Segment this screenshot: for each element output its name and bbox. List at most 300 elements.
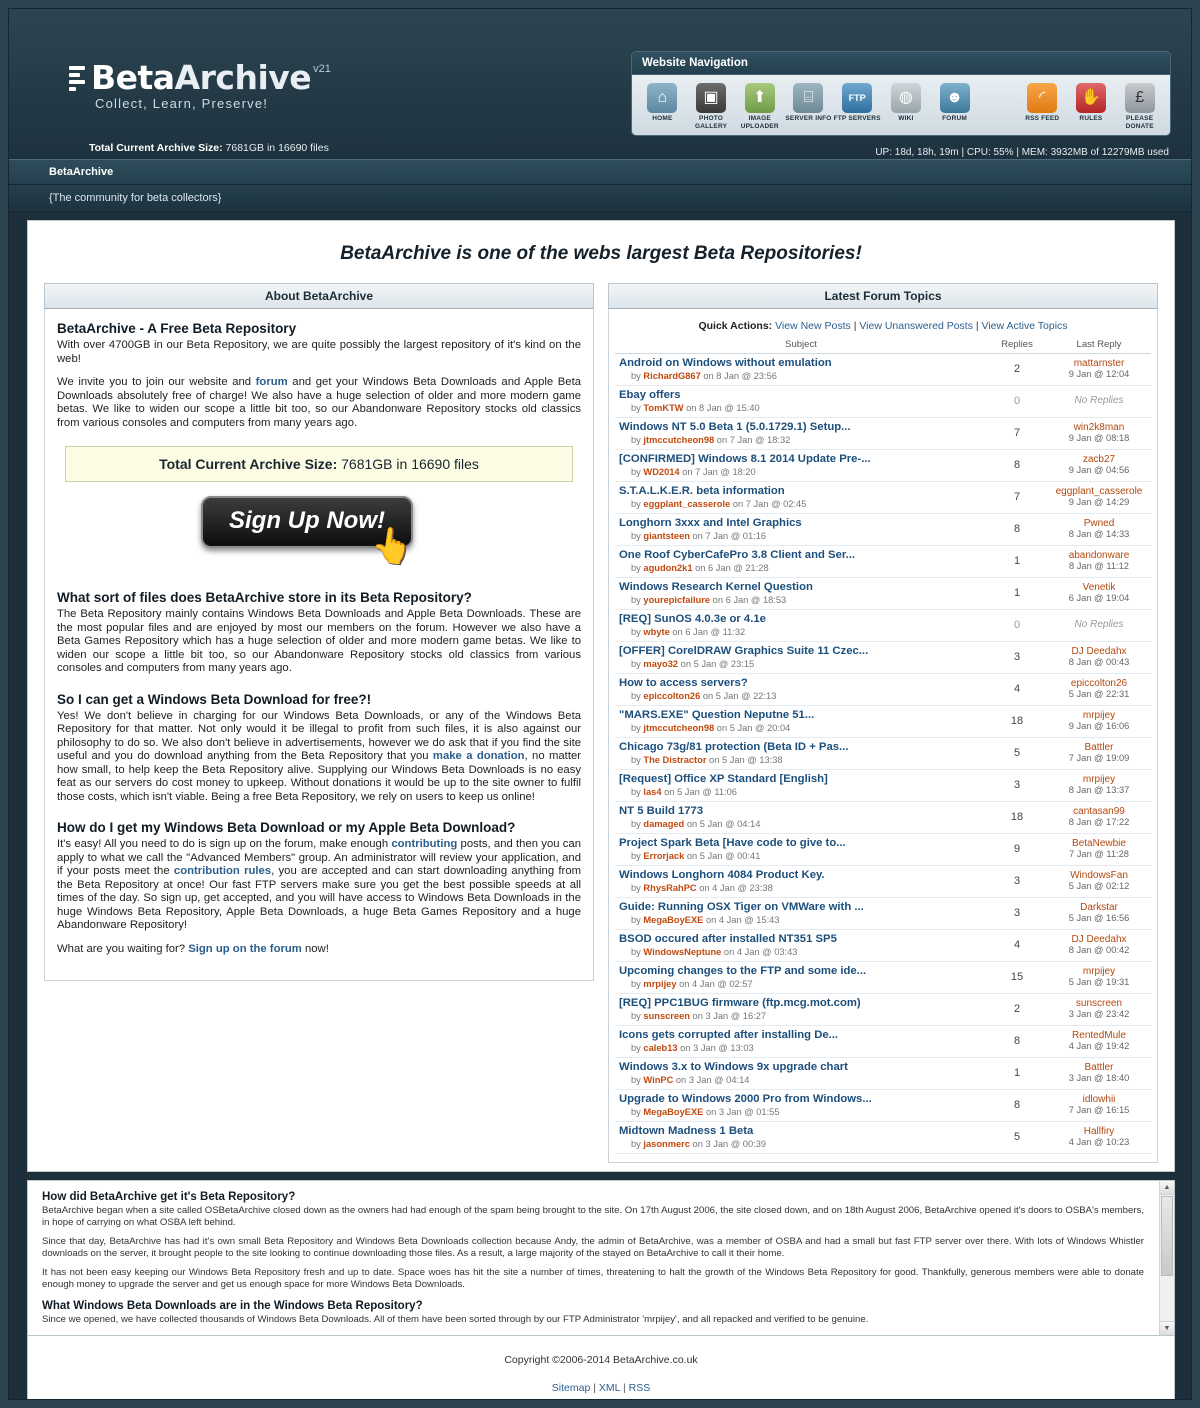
vertical-scrollbar[interactable] (1159, 1181, 1174, 1335)
table-row[interactable] (615, 994, 1151, 1026)
topic-posted-date: on 6 Jan @ 18:53 (712, 595, 787, 605)
topic-last-reply-cell (1047, 738, 1151, 770)
by-label: by (631, 531, 641, 541)
hand-cursor-icon: 👆 (368, 524, 416, 568)
last-reply-user[interactable]: Battler (1084, 741, 1114, 753)
topic-meta (619, 371, 983, 381)
topic-last-reply-cell (1047, 770, 1151, 802)
by-label: by (631, 1011, 641, 1021)
about-p6-a: What are you waiting for? (57, 942, 189, 955)
view-active-topics-link[interactable]: View Active Topics (981, 320, 1068, 332)
last-reply-user[interactable]: win2k8man (1073, 421, 1125, 433)
table-row[interactable] (615, 354, 1151, 386)
topic-title-link[interactable]: [Request] Office XP Standard [English] (619, 773, 828, 785)
server-icon: ⌸ (793, 83, 823, 113)
header-archive-size (89, 142, 329, 154)
last-reply-user[interactable]: cantasan99 (1073, 805, 1125, 817)
last-reply-date: 8 Jan @ 17:22 (1068, 817, 1130, 827)
about-p6-b: now! (301, 942, 329, 955)
topic-author-link[interactable]: Errorjack (643, 851, 685, 861)
last-reply-date: 4 Jan @ 19:42 (1068, 1041, 1130, 1051)
topic-author-link[interactable]: mayo32 (643, 659, 679, 669)
topic-last-reply-cell (1047, 706, 1151, 738)
nav-label-forum: FORUM (942, 115, 967, 122)
nav-item-image-uploader[interactable] (735, 81, 784, 131)
topic-title-link[interactable]: "MARS.EXE" Question Neputne 51... (619, 709, 815, 721)
table-row[interactable] (615, 610, 1151, 642)
topic-replies-count: 7 (987, 482, 1047, 514)
topic-posted-date: on 5 Jan @ 23:15 (680, 659, 755, 669)
topic-posted-date: on 6 Jan @ 21:28 (695, 563, 769, 573)
last-reply-date: 7 Jan @ 16:15 (1068, 1105, 1130, 1115)
topic-author-link[interactable]: jasonmerc (643, 1139, 690, 1149)
logo-tagline: Collect, Learn, Preserve! (95, 96, 269, 111)
topic-posted-date: on 8 Jan @ 15:40 (686, 403, 760, 413)
table-row[interactable] (615, 962, 1151, 994)
logo-archive-text: Archive (174, 58, 312, 97)
last-reply-user[interactable]: epiccolton26 (1070, 677, 1128, 689)
table-row[interactable] (615, 450, 1151, 482)
topic-last-reply-cell (1047, 834, 1151, 866)
by-label: by (631, 787, 641, 797)
about-panel-title: About BetaArchive (44, 283, 594, 309)
last-reply-user[interactable]: RentedMule (1072, 1029, 1126, 1041)
nav-item-forum[interactable] (930, 81, 979, 131)
last-reply-date: 8 Jan @ 00:42 (1068, 945, 1130, 955)
topic-author-link[interactable]: MegaBoyEXE (643, 915, 704, 925)
topic-subject-cell (615, 1026, 987, 1058)
by-label: by (631, 947, 641, 957)
last-reply-user[interactable]: mattarnster (1073, 357, 1125, 369)
last-reply-date: 3 Jan @ 23:42 (1068, 1009, 1130, 1019)
table-row[interactable] (615, 578, 1151, 610)
topic-replies-count: 8 (987, 1026, 1047, 1058)
nav-label-photo-gallery: PHOTO GALLERY (694, 115, 728, 130)
topic-last-reply-cell (1047, 1090, 1151, 1122)
last-reply-user[interactable]: Darkstar (1080, 901, 1118, 913)
topic-author-link[interactable]: WindowsNeptune (643, 947, 722, 957)
topic-meta (619, 659, 983, 669)
table-row[interactable] (615, 482, 1151, 514)
nav-item-ftp-servers[interactable] (833, 81, 882, 131)
nav-label-ftp-servers: FTP SERVERS (833, 115, 881, 122)
topic-posted-date: on 5 Jan @ 22:13 (702, 691, 777, 701)
last-reply-date: 9 Jan @ 08:18 (1068, 433, 1130, 443)
table-row[interactable] (615, 642, 1151, 674)
topic-author-link[interactable]: yourepicfailure (643, 595, 711, 605)
last-reply-user[interactable]: Battler (1084, 1061, 1114, 1073)
about-panel-body (44, 309, 594, 981)
copyright-text: Copyright ©2006-2014 BetaArchive.co.uk (504, 1354, 698, 1366)
last-reply-date: 8 Jan @ 13:37 (1068, 785, 1130, 795)
topic-replies-count: 8 (987, 450, 1047, 482)
topic-title-link[interactable]: NT 5 Build 1773 (619, 805, 704, 817)
topic-meta (619, 563, 983, 573)
quick-actions-label: Quick Actions: (698, 320, 773, 332)
topic-posted-date: on 3 Jan @ 16:27 (692, 1011, 767, 1021)
table-row[interactable] (615, 514, 1151, 546)
breadcrumb[interactable]: BetaArchive (9, 159, 1191, 185)
topic-replies-count: 3 (987, 866, 1047, 898)
topic-posted-date: on 5 Jan @ 13:38 (709, 755, 783, 765)
topic-title-link[interactable]: S.T.A.L.K.E.R. beta information (619, 485, 785, 497)
scrollbar-thumb[interactable] (1161, 1196, 1173, 1276)
topic-author-link[interactable]: las4 (643, 787, 662, 797)
forum-column (608, 283, 1158, 1163)
topic-meta (619, 531, 983, 541)
topic-title-link[interactable]: Upcoming changes to the FTP and some ide... (619, 965, 867, 977)
topic-meta (619, 691, 983, 701)
last-reply-date: 9 Jan @ 16:06 (1068, 721, 1130, 731)
about-paragraph-3: The Beta Repository mainly contains Windows Beta Downloads and Apple Beta Downloads. These are the most popular files and are enjoyed by most our members on the forum. However we also have a Beta Games Repository which has a huge selection of older and more modern game betas. We like to widen our scope a little bit too, so our Abandonware Repository stocks old classics from various consoles and computers from many years ago. (57, 608, 581, 674)
nav-label-wiki: WIKI (898, 115, 914, 122)
table-row[interactable] (615, 546, 1151, 578)
topic-author-link[interactable]: wbyte (643, 627, 670, 637)
last-reply-user[interactable]: BetaNewbie (1072, 837, 1126, 849)
table-row[interactable] (615, 770, 1151, 802)
topic-last-reply-cell (1047, 546, 1151, 578)
last-reply-user[interactable]: idlowhii (1082, 1093, 1116, 1105)
topic-last-reply-cell (1047, 866, 1151, 898)
topic-author-link[interactable]: mrpijey (643, 979, 677, 989)
last-reply-date: 5 Jan @ 02:12 (1068, 881, 1130, 891)
rss-link[interactable]: RSS (628, 1382, 651, 1394)
topic-replies-count: 4 (987, 930, 1047, 962)
topic-title-link[interactable]: Ebay offers (619, 389, 681, 401)
last-reply-date: 3 Jan @ 18:40 (1068, 1073, 1130, 1083)
topic-posted-date: on 3 Jan @ 13:03 (680, 1043, 754, 1053)
rss-icon: ◜ (1027, 83, 1057, 113)
topic-title-link[interactable]: Chicago 73g/81 protection (Beta ID + Pas... (619, 741, 849, 753)
column-replies: Replies (987, 338, 1047, 354)
navigation-icon-row (632, 75, 1170, 135)
website-navigation-panel (631, 51, 1171, 136)
topic-title-link[interactable]: Windows Longhorn 4084 Product Key. (619, 869, 825, 881)
topic-author-link[interactable]: caleb13 (643, 1043, 678, 1053)
by-label: by (631, 499, 641, 509)
topic-replies-count: 18 (987, 706, 1047, 738)
topic-title-link[interactable]: One Roof CyberCafePro 3.8 Client and Ser... (619, 549, 856, 561)
last-reply-user[interactable]: mrpijey (1082, 965, 1116, 977)
last-reply-date: 5 Jan @ 22:31 (1068, 689, 1130, 699)
history-paragraph-3: It has not been easy keeping our Windows Beta Repository fresh and up to date. Space woes has hit the site a number of times, threatening to halt the growth of the Windows Beta Repository for good. Thankfully, generous members were able to donate enough money to upgrade the server and get us enough space for more Windows Beta Downloads. (42, 1267, 1144, 1290)
forum-panel-title: Latest Forum Topics (608, 283, 1158, 309)
topic-author-link[interactable]: WinPC (643, 1075, 674, 1085)
topic-title-link[interactable]: BSOD occured after installed NT351 SP5 (619, 933, 837, 945)
two-column-layout (28, 283, 1174, 1171)
topic-author-link[interactable]: eggplant_casserole (643, 499, 731, 509)
topic-meta (619, 851, 983, 861)
by-label: by (631, 403, 641, 413)
table-row[interactable] (615, 898, 1151, 930)
nav-item-home[interactable] (638, 81, 687, 131)
nav-item-wiki[interactable] (882, 81, 931, 131)
topic-subject-cell (615, 450, 987, 482)
topic-meta (619, 1107, 983, 1117)
nav-label-home: HOME (652, 115, 673, 122)
topic-last-reply-cell (1047, 962, 1151, 994)
topic-posted-date: on 7 Jan @ 18:20 (682, 467, 756, 477)
topic-posted-date: on 5 Jan @ 00:41 (686, 851, 761, 861)
topic-author-link[interactable]: agudon2k1 (643, 563, 693, 573)
topic-title-link[interactable]: [REQ] SunOS 4.0.3e or 4.1e (619, 613, 766, 625)
topic-posted-date: on 4 Jan @ 03:43 (723, 947, 798, 957)
topic-last-reply-cell (1047, 450, 1151, 482)
footer-links (28, 1382, 1174, 1394)
topic-last-reply-cell (1047, 642, 1151, 674)
table-row[interactable] (615, 1058, 1151, 1090)
topic-author-link[interactable]: RhysRahPC (643, 883, 697, 893)
topic-meta (619, 755, 983, 765)
site-frame (8, 8, 1192, 1400)
stop-hand-icon: ✋ (1076, 83, 1106, 113)
topic-title-link[interactable]: Longhorn 3xxx and Intel Graphics (619, 517, 802, 529)
nav-label-server-info: SERVER INFO (785, 115, 832, 122)
table-row[interactable] (615, 1026, 1151, 1058)
sitemap-link[interactable]: Sitemap (551, 1382, 591, 1394)
topic-last-reply-cell (1047, 898, 1151, 930)
about-p5-a: It's easy! All you need to do is sign up on the forum, make enough (57, 838, 392, 850)
column-last-reply: Last Reply (1047, 338, 1151, 354)
table-row[interactable] (615, 930, 1151, 962)
table-row[interactable] (615, 738, 1151, 770)
last-reply-user: No Replies (1074, 619, 1124, 631)
table-row[interactable] (615, 674, 1151, 706)
topic-posted-date: on 3 Jan @ 00:39 (692, 1139, 767, 1149)
by-label: by (631, 1139, 641, 1149)
topic-author-link[interactable]: giantsteen (643, 531, 690, 541)
table-row[interactable] (615, 834, 1151, 866)
last-reply-user[interactable]: Hallfiry (1083, 1125, 1115, 1137)
last-reply-user[interactable]: Pwned (1083, 517, 1115, 529)
last-reply-user[interactable]: abandonware (1068, 549, 1130, 561)
column-subject: Subject (615, 338, 987, 354)
logo-beta-text: Beta (91, 58, 175, 97)
by-label: by (631, 563, 641, 573)
table-header-row (615, 338, 1151, 354)
last-reply-date: 7 Jan @ 19:09 (1068, 753, 1130, 763)
topic-title-link[interactable]: [REQ] PPC1BUG firmware (ftp.mcg.mot.com) (619, 997, 861, 1009)
topic-title-link[interactable]: Project Spark Beta [Have code to give to... (619, 837, 846, 849)
table-row[interactable] (615, 386, 1151, 418)
scroll-down-arrow-icon[interactable]: ▼ (1160, 1321, 1174, 1335)
last-reply-date: 5 Jan @ 16:56 (1068, 913, 1130, 923)
last-reply-user: No Replies (1074, 395, 1124, 407)
footer-sep-1: | (590, 1382, 599, 1394)
sign-up-forum-link[interactable]: Sign up on the forum (188, 942, 302, 955)
by-label: by (631, 1043, 641, 1053)
topic-replies-count: 8 (987, 514, 1047, 546)
home-icon: ⌂ (647, 83, 677, 113)
topic-title-link[interactable]: Windows 3.x to Windows 9x upgrade chart (619, 1061, 848, 1073)
topic-posted-date: on 3 Jan @ 04:14 (675, 1075, 750, 1085)
forum-link[interactable]: forum (255, 376, 288, 388)
topic-posted-date: on 4 Jan @ 02:57 (679, 979, 753, 989)
by-label: by (631, 851, 641, 861)
server-stats: UP: 18d, 18h, 19m | CPU: 55% | MEM: 3932MB of 12279MB used (875, 147, 1169, 158)
header-archive-size-label: Total Current Archive Size: (89, 142, 223, 154)
nav-item-rules[interactable] (1067, 81, 1116, 131)
by-label: by (631, 467, 641, 477)
topic-title-link[interactable]: Icons gets corrupted after installing De... (619, 1029, 839, 1041)
pound-coin-icon: £ (1125, 83, 1155, 113)
topic-last-reply-cell (1047, 802, 1151, 834)
last-reply-user[interactable]: Venetik (1082, 581, 1116, 593)
nav-item-photo-gallery[interactable] (687, 81, 736, 131)
topic-last-reply-cell (1047, 1058, 1151, 1090)
topic-author-link[interactable]: RichardG867 (643, 371, 701, 381)
topic-replies-count: 3 (987, 898, 1047, 930)
topic-subject-cell (615, 674, 987, 706)
topic-author-link[interactable]: sunscreen (643, 1011, 690, 1021)
topic-subject-cell (615, 578, 987, 610)
topic-subject-cell (615, 866, 987, 898)
topic-subject-cell (615, 962, 987, 994)
nav-label-image-uploader: IMAGE UPLOADER (740, 115, 779, 130)
topic-meta (619, 819, 983, 829)
topic-posted-date: on 5 Jan @ 11:06 (664, 787, 737, 797)
topic-subject-cell (615, 514, 987, 546)
last-reply-user[interactable]: mrpijey (1082, 773, 1116, 785)
topic-subject-cell (615, 930, 987, 962)
table-row[interactable] (615, 418, 1151, 450)
about-heading-2: What sort of files does BetaArchive store in its Beta Repository? (57, 590, 472, 605)
topic-posted-date: on 7 Jan @ 02:45 (732, 499, 807, 509)
contribution-rules-link[interactable]: contribution rules (173, 865, 272, 877)
topic-last-reply-cell (1047, 386, 1151, 418)
table-row[interactable] (615, 706, 1151, 738)
main-content-card (27, 220, 1175, 1172)
topic-last-reply-cell (1047, 994, 1151, 1026)
topic-subject-cell (615, 834, 987, 866)
topic-replies-count: 3 (987, 642, 1047, 674)
topic-title-link[interactable]: Windows Research Kernel Question (619, 581, 813, 593)
topic-author-link[interactable]: The Distractor (643, 755, 707, 765)
last-reply-user[interactable]: sunscreen (1075, 997, 1123, 1009)
history-panel-content (28, 1181, 1158, 1336)
sign-up-now-button[interactable]: Sign Up Now! (201, 496, 413, 548)
topic-subject-cell (615, 418, 987, 450)
history-paragraph-4: Since we opened, we have collected thousands of Windows Beta Downloads. All of them have been sorted through by our FTP Administrator 'mrpijey', and all repacked and verified to be genuine. (42, 1314, 869, 1325)
topic-author-link[interactable]: epiccolton26 (643, 691, 701, 701)
topic-author-link[interactable]: MegaBoyEXE (643, 1107, 704, 1117)
topic-author-link[interactable]: jtmccutcheon98 (643, 723, 715, 733)
topic-author-link[interactable]: damaged (643, 819, 685, 829)
make-a-donation-link[interactable]: make a donation (432, 750, 525, 762)
last-reply-user[interactable]: DJ Deedahx (1071, 933, 1127, 945)
topic-meta (619, 627, 983, 637)
topic-subject-cell (615, 738, 987, 770)
topic-subject-cell (615, 386, 987, 418)
last-reply-user[interactable]: DJ Deedahx (1071, 645, 1127, 657)
nav-item-server-info[interactable] (784, 81, 833, 131)
topic-replies-count: 2 (987, 994, 1047, 1026)
site-footer (27, 1336, 1175, 1400)
topic-title-link[interactable]: Android on Windows without emulation (619, 357, 832, 369)
topic-title-link[interactable]: Windows NT 5.0 Beta 1 (5.0.1729.1) Setup... (619, 421, 851, 433)
about-paragraph-2 (57, 376, 581, 430)
topic-subject-cell (615, 802, 987, 834)
last-reply-user[interactable]: WindowsFan (1070, 869, 1128, 881)
topic-meta (619, 723, 983, 733)
topic-posted-date: on 7 Jan @ 01:16 (692, 531, 767, 541)
topic-posted-date: on 7 Jan @ 18:32 (716, 435, 791, 445)
topic-author-link[interactable]: TomKTW (643, 403, 684, 413)
last-reply-user[interactable]: zacb27 (1082, 453, 1116, 465)
last-reply-date: 9 Jan @ 14:29 (1068, 497, 1130, 507)
nav-label-rss-feed: RSS FEED (1025, 115, 1060, 122)
page-title: BetaArchive is one of the webs largest Beta Repositories! (340, 243, 862, 264)
topic-last-reply-cell (1047, 610, 1151, 642)
about-p2-a: We invite you to join our website and (57, 376, 256, 388)
topic-meta (619, 1043, 983, 1053)
last-reply-user[interactable]: eggplant_casserole (1055, 485, 1143, 497)
last-reply-user[interactable]: mrpijey (1082, 709, 1116, 721)
xml-link[interactable]: XML (598, 1382, 621, 1394)
archive-size-box-label: Total Current Archive Size: (159, 456, 338, 472)
forum-panel-body (608, 309, 1158, 1163)
topic-meta (619, 499, 983, 509)
topic-last-reply-cell (1047, 418, 1151, 450)
topic-last-reply-cell (1047, 674, 1151, 706)
topic-author-link[interactable]: jtmccutcheon98 (643, 435, 715, 445)
site-logo[interactable] (69, 58, 331, 111)
last-reply-date: 9 Jan @ 04:56 (1068, 465, 1130, 475)
nav-item-please-donate[interactable] (1115, 81, 1164, 131)
topic-last-reply-cell (1047, 578, 1151, 610)
by-label: by (631, 435, 641, 445)
topic-meta (619, 979, 983, 989)
table-row[interactable] (615, 1122, 1151, 1154)
view-new-posts-link[interactable]: View New Posts (775, 320, 851, 332)
topic-title-link[interactable]: Midtown Madness 1 Beta (619, 1125, 754, 1137)
table-row[interactable] (615, 1090, 1151, 1122)
topic-meta (619, 787, 983, 797)
table-row[interactable] (615, 866, 1151, 898)
topic-title-link[interactable]: Upgrade to Windows 2000 Pro from Windows... (619, 1093, 872, 1105)
topic-title-link[interactable]: How to access servers? (619, 677, 748, 689)
history-heading-2: What Windows Beta Downloads are in the Windows Beta Repository? (42, 1300, 423, 1312)
topic-posted-date: on 8 Jan @ 23:56 (703, 371, 777, 381)
by-label: by (631, 371, 641, 381)
about-heading-4: How do I get my Windows Beta Download or my Apple Beta Download? (57, 820, 516, 835)
topic-posted-date: on 4 Jan @ 23:38 (699, 883, 773, 893)
view-unanswered-posts-link[interactable]: View Unanswered Posts (859, 320, 973, 332)
topic-title-link[interactable]: [CONFIRMED] Windows 8.1 2014 Update Pre-... (619, 453, 871, 465)
topic-author-link[interactable]: WD2014 (643, 467, 680, 477)
nav-item-rss-feed[interactable] (1018, 81, 1067, 131)
header-archive-size-value: 7681GB in 16690 files (225, 142, 329, 154)
topic-title-link[interactable]: [OFFER] CorelDRAW Graphics Suite 11 Czec... (619, 645, 869, 657)
topic-posted-date: on 4 Jan @ 15:43 (705, 915, 780, 925)
last-reply-date: 7 Jan @ 11:28 (1069, 849, 1129, 859)
history-paragraph-1: BetaArchive began when a site called OSBetaArchive closed down as the owners had had enough of the spam being brought to the site. On 17th August 2006, the site closed down, and on 18th August 2006, BetaArchive opened it's doors to OSBA's members, in hope of carrying on what OSBA left behind. (42, 1205, 1144, 1228)
topic-replies-count: 1 (987, 546, 1047, 578)
topic-title-link[interactable]: Guide: Running OSX Tiger on VMWare with ... (619, 901, 864, 913)
table-row[interactable] (615, 802, 1151, 834)
navigation-title: Website Navigation (632, 52, 1170, 75)
topic-meta (619, 1075, 983, 1085)
by-label: by (631, 755, 641, 765)
topic-last-reply-cell (1047, 1122, 1151, 1154)
scroll-up-arrow-icon[interactable]: ▲ (1160, 1181, 1174, 1195)
topic-subject-cell (615, 354, 987, 386)
community-tagline: {The community for beta collectors} (9, 185, 1191, 212)
topic-replies-count: 15 (987, 962, 1047, 994)
contributing-link[interactable]: contributing (391, 838, 458, 850)
site-header (9, 9, 1191, 159)
last-reply-date: 5 Jan @ 19:31 (1068, 977, 1130, 987)
